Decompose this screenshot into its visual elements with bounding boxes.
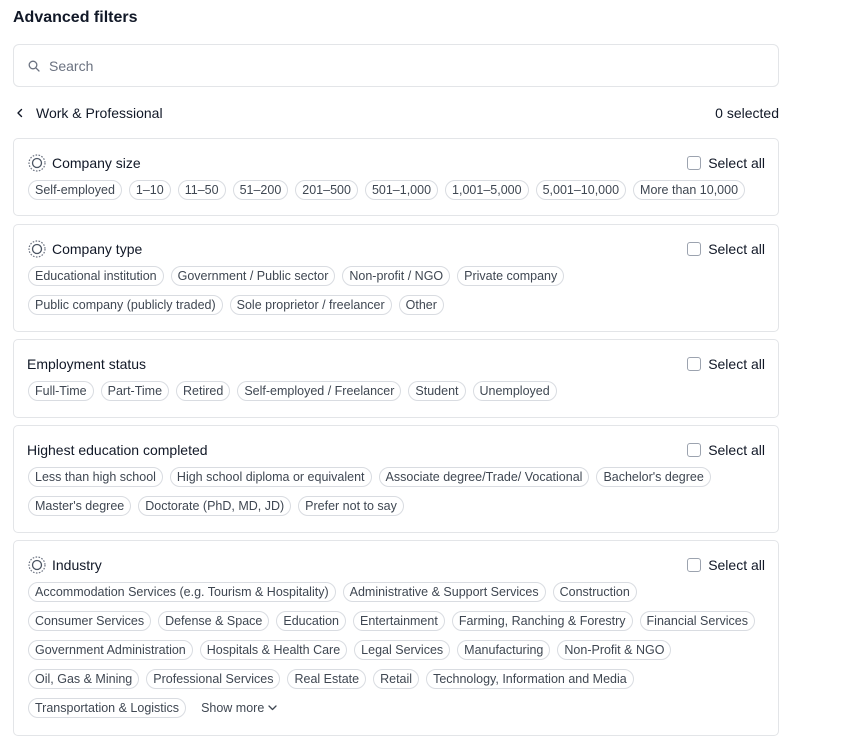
select-all-checkbox[interactable] <box>687 242 701 256</box>
card-title: Company type <box>52 241 143 257</box>
option-chip[interactable]: Doctorate (PhD, MD, JD) <box>138 496 291 516</box>
show-more-button[interactable] <box>197 698 281 718</box>
option-chip[interactable]: Self-employed / Freelancer <box>237 381 401 401</box>
option-chip[interactable]: Sole proprietor / freelancer <box>230 295 392 315</box>
card-title: Company size <box>52 155 141 171</box>
option-chip[interactable]: Non-Profit & NGO <box>557 640 671 660</box>
option-chip[interactable]: More than 10,000 <box>633 180 745 200</box>
option-chip[interactable]: Bachelor's degree <box>596 467 710 487</box>
option-chip[interactable]: Real Estate <box>287 669 366 689</box>
option-chip[interactable]: Public company (publicly traded) <box>28 295 223 315</box>
option-chip[interactable]: Self-employed <box>28 180 122 200</box>
select-all-toggle[interactable] <box>687 557 765 573</box>
card-title-group <box>27 442 208 458</box>
option-chip[interactable]: Transportation & Logistics <box>28 698 186 718</box>
option-chip-list <box>28 381 764 401</box>
card-title: Highest education completed <box>27 442 208 458</box>
card-title: Employment status <box>27 356 147 372</box>
option-chip[interactable]: Government / Public sector <box>171 266 336 286</box>
option-chip[interactable]: Retired <box>176 381 230 401</box>
select-all-checkbox[interactable] <box>687 443 701 457</box>
option-chip[interactable]: 5,001–10,000 <box>536 180 626 200</box>
card-header <box>27 354 765 374</box>
search-icon <box>28 60 40 72</box>
option-chip[interactable]: 1,001–5,000 <box>445 180 529 200</box>
select-all-checkbox[interactable] <box>687 558 701 572</box>
option-chip[interactable]: Construction <box>553 582 637 602</box>
option-chip[interactable]: Financial Services <box>640 611 755 631</box>
select-all-toggle[interactable] <box>687 241 765 257</box>
card-title-group <box>27 239 142 259</box>
option-chip[interactable]: Government Administration <box>28 640 193 660</box>
option-chip[interactable]: Master's degree <box>28 496 131 516</box>
chevron-left-icon <box>16 108 24 118</box>
card-header <box>27 440 765 460</box>
option-chip[interactable]: Private company <box>457 266 564 286</box>
select-all-toggle[interactable] <box>687 356 765 372</box>
card-title: Industry <box>52 557 102 573</box>
select-all-label: Select all <box>708 442 765 458</box>
option-chip-list <box>28 467 764 516</box>
option-chip-list <box>28 180 764 200</box>
option-chip[interactable]: 501–1,000 <box>365 180 438 200</box>
option-chip[interactable]: Consumer Services <box>28 611 151 631</box>
card-header <box>27 239 765 259</box>
option-chip[interactable]: Oil, Gas & Mining <box>28 669 139 689</box>
option-chip[interactable]: Less than high school <box>28 467 163 487</box>
card-title-group <box>27 555 102 575</box>
option-chip-list <box>28 582 764 718</box>
breadcrumb <box>13 103 779 123</box>
option-chip[interactable]: 201–500 <box>295 180 358 200</box>
option-chip[interactable]: Accommodation Services (e.g. Tourism & Hospitality) <box>28 582 336 602</box>
back-button[interactable] <box>13 105 163 121</box>
select-all-label: Select all <box>708 155 765 171</box>
filter-card-employment-status <box>13 339 779 418</box>
option-chip[interactable]: Unemployed <box>473 381 557 401</box>
page-title: Advanced filters <box>13 9 138 26</box>
select-all-label: Select all <box>708 557 765 573</box>
option-chip[interactable]: Prefer not to say <box>298 496 404 516</box>
card-header <box>27 153 765 173</box>
option-chip[interactable]: Non-profit / NGO <box>342 266 450 286</box>
option-chip[interactable]: 1–10 <box>129 180 171 200</box>
search-box[interactable] <box>13 44 779 87</box>
option-chip[interactable]: 51–200 <box>233 180 289 200</box>
card-header <box>27 555 765 575</box>
chevron-down-icon <box>268 705 277 711</box>
option-chip[interactable]: High school diploma or equivalent <box>170 467 372 487</box>
select-all-label: Select all <box>708 356 765 372</box>
option-chip[interactable]: Student <box>408 381 465 401</box>
select-all-checkbox[interactable] <box>687 357 701 371</box>
filter-card-highest-education-completed <box>13 425 779 533</box>
option-chip[interactable]: Farming, Ranching & Forestry <box>452 611 633 631</box>
filter-card-company-type <box>13 224 779 332</box>
section-name: Work & Professional <box>36 105 163 121</box>
select-all-checkbox[interactable] <box>687 156 701 170</box>
option-chip[interactable]: Professional Services <box>146 669 280 689</box>
option-chip[interactable]: Hospitals & Health Care <box>200 640 347 660</box>
option-chip[interactable]: Associate degree/Trade/ Vocational <box>379 467 590 487</box>
card-title-group <box>27 356 146 372</box>
option-chip[interactable]: Education <box>276 611 346 631</box>
show-more-label: Show more <box>201 701 265 715</box>
option-chip[interactable]: Manufacturing <box>457 640 550 660</box>
option-chip[interactable]: Other <box>399 295 444 315</box>
filter-card-company-size <box>13 138 779 216</box>
select-all-label: Select all <box>708 241 765 257</box>
sparkle-badge-icon <box>27 555 47 575</box>
option-chip[interactable]: Part-Time <box>101 381 169 401</box>
sparkle-badge-icon <box>27 153 47 173</box>
option-chip[interactable]: Entertainment <box>353 611 445 631</box>
filter-card-industry <box>13 540 779 736</box>
search-input[interactable] <box>49 58 729 74</box>
option-chip[interactable]: Defense & Space <box>158 611 269 631</box>
option-chip[interactable]: Technology, Information and Media <box>426 669 634 689</box>
option-chip[interactable]: 11–50 <box>178 180 226 200</box>
option-chip[interactable]: Legal Services <box>354 640 450 660</box>
option-chip[interactable]: Retail <box>373 669 419 689</box>
card-title-group <box>27 153 141 173</box>
option-chip[interactable]: Full-Time <box>28 381 94 401</box>
selected-count: 0 selected <box>715 105 779 121</box>
option-chip[interactable]: Administrative & Support Services <box>343 582 546 602</box>
sparkle-badge-icon <box>27 239 47 259</box>
select-all-toggle[interactable] <box>687 155 765 171</box>
option-chip[interactable]: Educational institution <box>28 266 164 286</box>
select-all-toggle[interactable] <box>687 442 765 458</box>
option-chip-list <box>28 266 764 315</box>
